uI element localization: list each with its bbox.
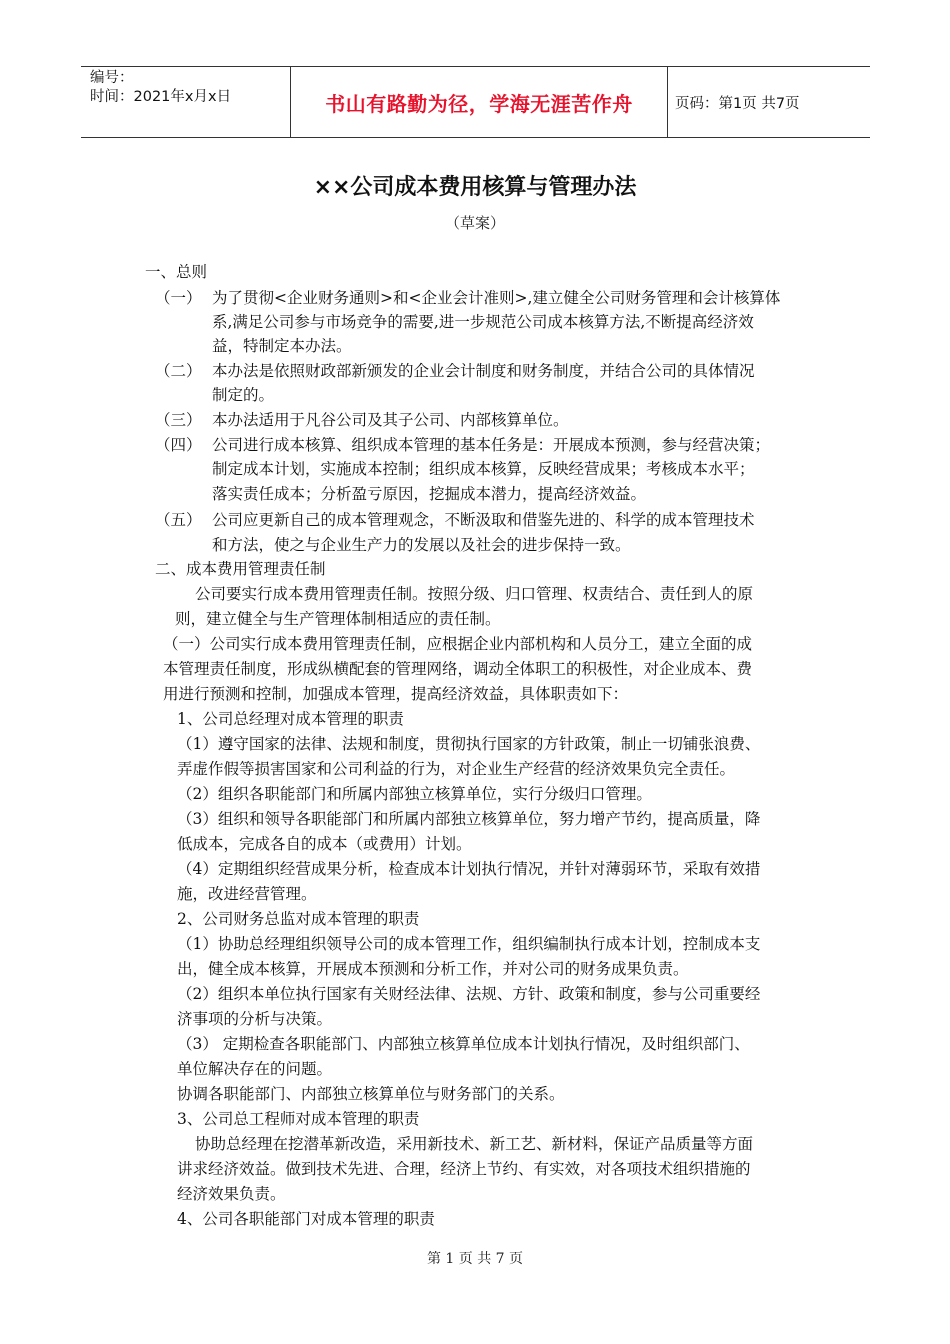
paragraph-line: 制定成本计划，实施成本控制；组织成本核算，反映经营成果；考核成本水平； <box>212 460 755 478</box>
item-number: （四） <box>155 436 202 454</box>
paragraph-line: 则，建立健全与生产管理体制相适应的责任制。 <box>175 610 501 628</box>
paragraph-line: 公司进行成本核算、组织成本管理的基本任务是：开展成本预测，参与经营决策； <box>212 436 771 454</box>
paragraph-line: 益，特制定本办法。 <box>212 337 352 355</box>
serial-label: 编号： <box>90 70 134 86</box>
header-motto: 书山有路勤为径，学海无涯苦作舟 <box>291 67 668 137</box>
paragraph-line: 制定的。 <box>212 386 275 404</box>
paragraph-line: 本办法适用于凡谷公司及其子公司、内部核算单位。 <box>212 411 569 429</box>
paragraph-line: 为了贯彻<企业财务通则>和<企业会计准则>,建立健全公司财务管理和会计核算体 <box>212 289 781 307</box>
item-number: （三） <box>155 411 202 429</box>
paragraph-line: 落实责任成本；分析盈亏原因，挖掘成本潜力，提高经济效益。 <box>212 485 647 503</box>
item-number: （二） <box>155 362 202 380</box>
subsection-heading: 1、公司总经理对成本管理的职责 <box>177 710 404 728</box>
paragraph-line: 出，健全成本核算，开展成本预测和分析工作，并对公司的财务成果负责。 <box>177 960 689 978</box>
document-subtitle: （草案） <box>444 214 505 232</box>
paragraph-line: 用进行预测和控制，加强成本管理，提高经济效益，具体职责如下： <box>163 685 629 703</box>
paragraph-line: 协调各职能部门、内部独立核算单位与财务部门的关系。 <box>177 1085 565 1103</box>
paragraph-line: （3） 定期检查各职能部门、内部独立核算单位成本计划执行情况，及时组织部门、 <box>177 1035 750 1053</box>
paragraph-line: 单位解决存在的问题。 <box>177 1060 333 1078</box>
paragraph-line: （一）公司实行成本费用管理责任制，应根据企业内部机构和人员分工，建立全面的成 <box>163 635 753 653</box>
paragraph-line: 系,满足公司参与市场竞争的需要,进一步规范公司成本核算方法,不断提高经济效 <box>212 313 754 331</box>
header-meta <box>81 67 291 137</box>
paragraph-line: （2）组织各职能部门和所属内部独立核算单位，实行分级归口管理。 <box>177 785 652 803</box>
header-page-info: 页码：第1页 共7页 <box>675 95 800 112</box>
paragraph-line: 济事项的分析与决策。 <box>177 1010 333 1028</box>
paragraph-line: 经济效果负责。 <box>177 1185 286 1203</box>
paragraph-line: 和方法，使之与企业生产力的发展以及社会的进步保持一致。 <box>212 536 631 554</box>
paragraph-line: 公司要实行成本费用管理责任制。按照分级、归口管理、权责结合、责任到人的原 <box>195 585 754 603</box>
paragraph-line: （1）协助总经理组织领导公司的成本管理工作，组织编制执行成本计划，控制成本支 <box>177 935 761 953</box>
paragraph-line: 本办法是依照财政部新颁发的企业会计制度和财务制度，并结合公司的具体情况 <box>212 362 755 380</box>
paragraph-line: 低成本，完成各自的成本（或费用）计划。 <box>177 835 472 853</box>
header-table <box>81 66 870 138</box>
subsection-heading: 4、公司各职能部门对成本管理的职责 <box>177 1210 435 1228</box>
paragraph-line: 施，改进经营管理。 <box>177 885 317 903</box>
subsection-heading: 3、公司总工程师对成本管理的职责 <box>177 1110 420 1128</box>
paragraph-line: 弄虚作假等损害国家和公司利益的行为，对企业生产经营的经济效果负完全责任。 <box>177 760 736 778</box>
paragraph-line: 公司应更新自己的成本管理观念，不断汲取和借鉴先进的、科学的成本管理技术 <box>212 511 755 529</box>
paragraph-line: （4）定期组织经营成果分析，检查成本计划执行情况，并针对薄弱环节，采取有效措 <box>177 860 761 878</box>
subsection-heading: 2、公司财务总监对成本管理的职责 <box>177 910 420 928</box>
document-title: ××公司成本费用核算与管理办法 <box>313 175 637 200</box>
page-footer: 第 1 页 共 7 页 <box>426 1251 524 1267</box>
paragraph-line: 协助总经理在挖潜革新改造，采用新技术、新工艺、新材料，保证产品质量等方面 <box>195 1135 754 1153</box>
item-number: （五） <box>155 511 202 529</box>
section-heading: 一、总则 <box>145 263 208 281</box>
section-heading: 二、成本费用管理责任制 <box>155 560 326 578</box>
paragraph-line: （3）组织和领导各职能部门和所属内部独立核算单位，努力增产节约，提高质量，降 <box>177 810 761 828</box>
paragraph-line: 本管理责任制度，形成纵横配套的管理网络，调动全体职工的积极性，对企业成本、费 <box>163 660 753 678</box>
date-text: 时间：2021年x月x日 <box>90 89 232 105</box>
paragraph-line: （1）遵守国家的法律、法规和制度，贯彻执行国家的方针政策，制止一切铺张浪费、 <box>177 735 761 753</box>
paragraph-line: 讲求经济效益。做到技术先进、合理，经济上节约、有实效，对各项技术组织措施的 <box>177 1160 751 1178</box>
paragraph-line: （2）组织本单位执行国家有关财经法律、法规、方针、政策和制度，参与公司重要经 <box>177 985 761 1003</box>
item-number: （一） <box>155 289 202 307</box>
